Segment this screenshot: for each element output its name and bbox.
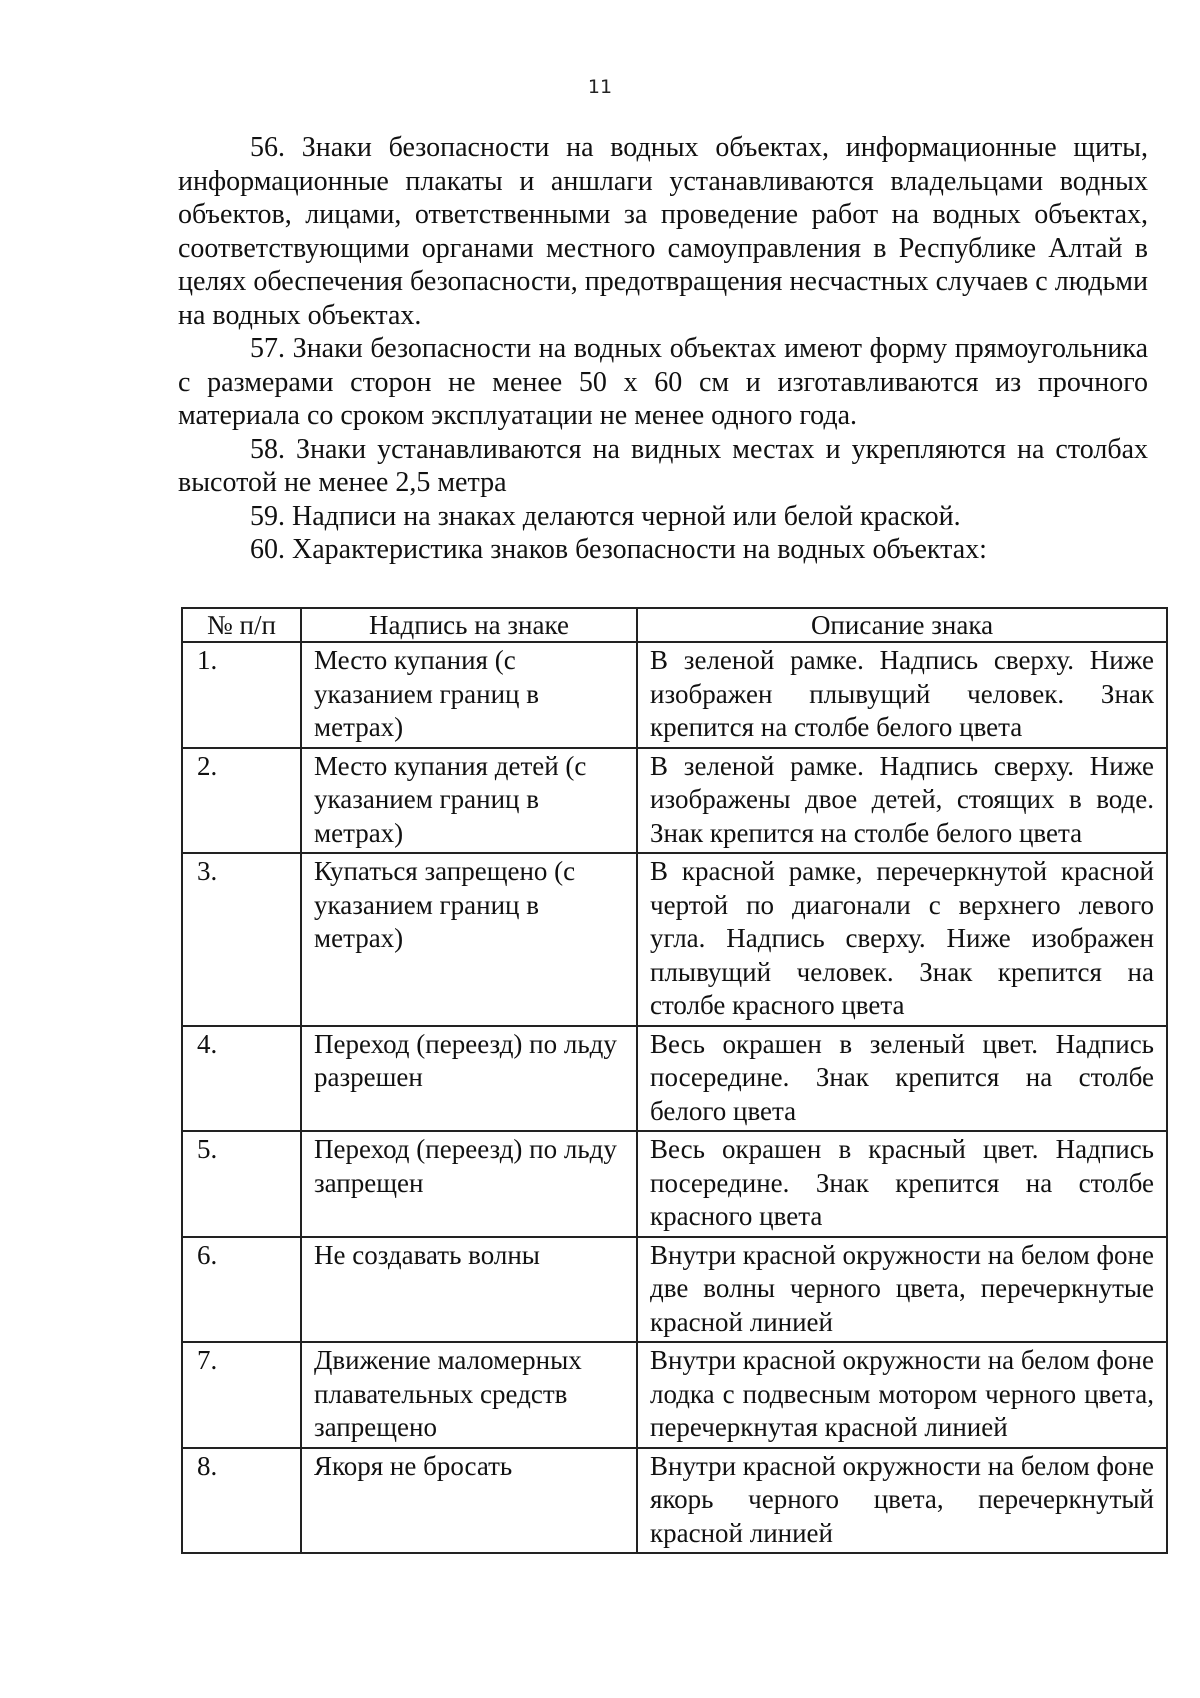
row-number: 4. [182, 1026, 301, 1132]
paragraph-56: 56. Знаки безопасности на водных объектах, информационные щиты, информационные плакаты и аншлаги устанавливаются владельцами водных объектов, лицами, ответственными за проведение работ на водных объектах, соответствующими органами местного самоуправления в Республике Алтай в целях обеспечения безопасности, предотвращения несчастных случаев с людьми на водных объектах. [178, 132, 1148, 331]
row-number: 7. [182, 1342, 301, 1448]
row-sign-description: Внутри красной окружности на белом фоне якорь черного цвета, перечеркнутый красной линией [637, 1448, 1167, 1554]
row-sign-description: Внутри красной окружности на белом фоне две волны черного цвета, перечеркнутые красной линией [637, 1237, 1167, 1343]
safety-signs-table [181, 607, 1168, 1554]
body-text [178, 131, 1148, 567]
row-number: 3. [182, 853, 301, 1026]
row-sign-description: Весь окрашен в красный цвет. Надпись посередине. Знак крепится на столбе красного цвета [637, 1131, 1167, 1237]
paragraph-58: 58. Знаки устанавливаются на видных местах и укрепляются на столбах высотой не менее 2,5 метра [178, 433, 1148, 498]
row-sign-text: Купаться запрещено (с указанием границ в метрах) [301, 853, 637, 1026]
page-number: 11 [587, 76, 613, 98]
paragraph-59: 59. Надписи на знаках делаются черной или белой краской. [250, 500, 961, 532]
row-number: 2. [182, 748, 301, 854]
row-number: 5. [182, 1131, 301, 1237]
row-sign-text: Движение маломерных плавательных средств запрещено [301, 1342, 637, 1448]
row-sign-text: Переход (переезд) по льду разрешен [301, 1026, 637, 1132]
row-sign-description: Внутри красной окружности на белом фоне лодка с подвесным мотором черного цвета, перечеркнутая красной линией [637, 1342, 1167, 1448]
row-sign-description: В зеленой рамке. Надпись сверху. Ниже изображены двое детей, стоящих в воде. Знак крепится на столбе белого цвета [637, 748, 1167, 854]
row-sign-description: Весь окрашен в зеленый цвет. Надпись посередине. Знак крепится на столбе белого цвета [637, 1026, 1167, 1132]
row-number: 6. [182, 1237, 301, 1343]
row-sign-text: Якоря не бросать [301, 1448, 637, 1554]
header-number: № п/п [182, 608, 301, 642]
row-sign-text: Место купания (с указанием границ в метрах) [301, 642, 637, 748]
header-sign-description: Описание знака [637, 608, 1167, 642]
table-row [182, 1131, 1167, 1237]
row-sign-text: Место купания детей (с указанием границ в метрах) [301, 748, 637, 854]
row-sign-text: Переход (переезд) по льду запрещен [301, 1131, 637, 1237]
table-row [182, 1342, 1167, 1448]
table-row [182, 642, 1167, 748]
header-sign-text: Надпись на знаке [301, 608, 637, 642]
table-header-row [182, 608, 1167, 642]
row-number: 8. [182, 1448, 301, 1554]
paragraph-57: 57. Знаки безопасности на водных объектах имеют форму прямоугольника с размерами сторон не менее 50 х 60 см и изготавливаются из прочного материала со сроком эксплуатации не менее одного года. [178, 333, 1148, 431]
table-row [182, 853, 1167, 1026]
table-row [182, 1237, 1167, 1343]
paragraph-60: 60. Характеристика знаков безопасности на водных объектах: [250, 534, 987, 565]
table-row [182, 1026, 1167, 1132]
row-sign-text: Не создавать волны [301, 1237, 637, 1343]
row-sign-description: В зеленой рамке. Надпись сверху. Ниже изображен плывущий человек. Знак крепится на столбе белого цвета [637, 642, 1167, 748]
table-row [182, 748, 1167, 854]
row-sign-description: В красной рамке, перечеркнутой красной чертой по диагонали с верхнего левого угла. Надпись сверху. Ниже изображен плывущий человек. Знак крепится на столбе красного цвета [637, 853, 1167, 1026]
table-row [182, 1448, 1167, 1554]
row-number: 1. [182, 642, 301, 748]
